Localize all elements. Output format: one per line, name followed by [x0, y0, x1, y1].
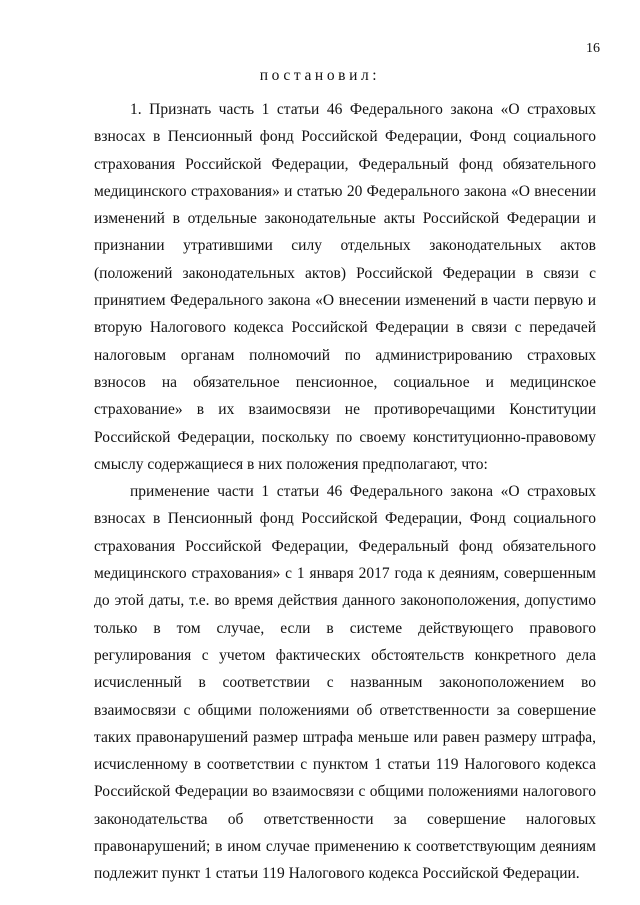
page-number: 16 [586, 41, 600, 56]
resolution-heading: постановил: [259, 67, 381, 84]
document-body [94, 96, 596, 888]
paragraph-1: 1. Признать часть 1 статьи 46 Федерального закона «О страховых взносах в Пенсионный фонд Российской Федерации, Фонд социального страхования Российской Федерации, Федеральный фонд обязательного медицинского страхования» и статью 20 Федерального закона «О внесении изменений в отдельные законодательные акты Российской Федерации и признании утратившими силу отдельных законодательных актов (положений законодательных актов) Российской Федерации в связи с принятием Федерального закона «О внесении изменений в части первую и вторую Налогового кодекса Российской Федерации в связи с передачей налоговым органам полномочий по администрированию страховых взносов на обязательное пенсионное, социальное и медицинское страхование» в их взаимосвязи не противоречащими Конституции Российской Федерации, поскольку по своему конституционно-правовому смыслу содержащиеся в них положения предполагают, что: [94, 101, 596, 473]
paragraph-2: применение части 1 статьи 46 Федерального закона «О страховых взносах в Пенсионный фонд Российской Федерации, Фонд социального страхования Российской Федерации, Федеральный фонд обязательного медицинского страхования» с 1 января 2017 года к деяниям, совершенным до этой даты, т.е. во время действия данного законоположения, допустимо только в том случае, если в системе действующего правового регулирования с учетом фактических обстоятельств конкретного дела исчисленный в соответствии с названным законоположением во взаимосвязи с общими положениями об ответственности за совершение таких правонарушений размер штрафа меньше или равен размеру штрафа, исчисленному в соответствии с пунктом 1 статьи 119 Налогового кодекса Российской Федерации во взаимосвязи с общими положениями налогового законодательства об ответственности за совершение налоговых правонарушений; в ином случае применению к соответствующим деяниям подлежит пункт 1 статьи 119 Налогового кодекса Российской Федерации. [94, 483, 596, 883]
